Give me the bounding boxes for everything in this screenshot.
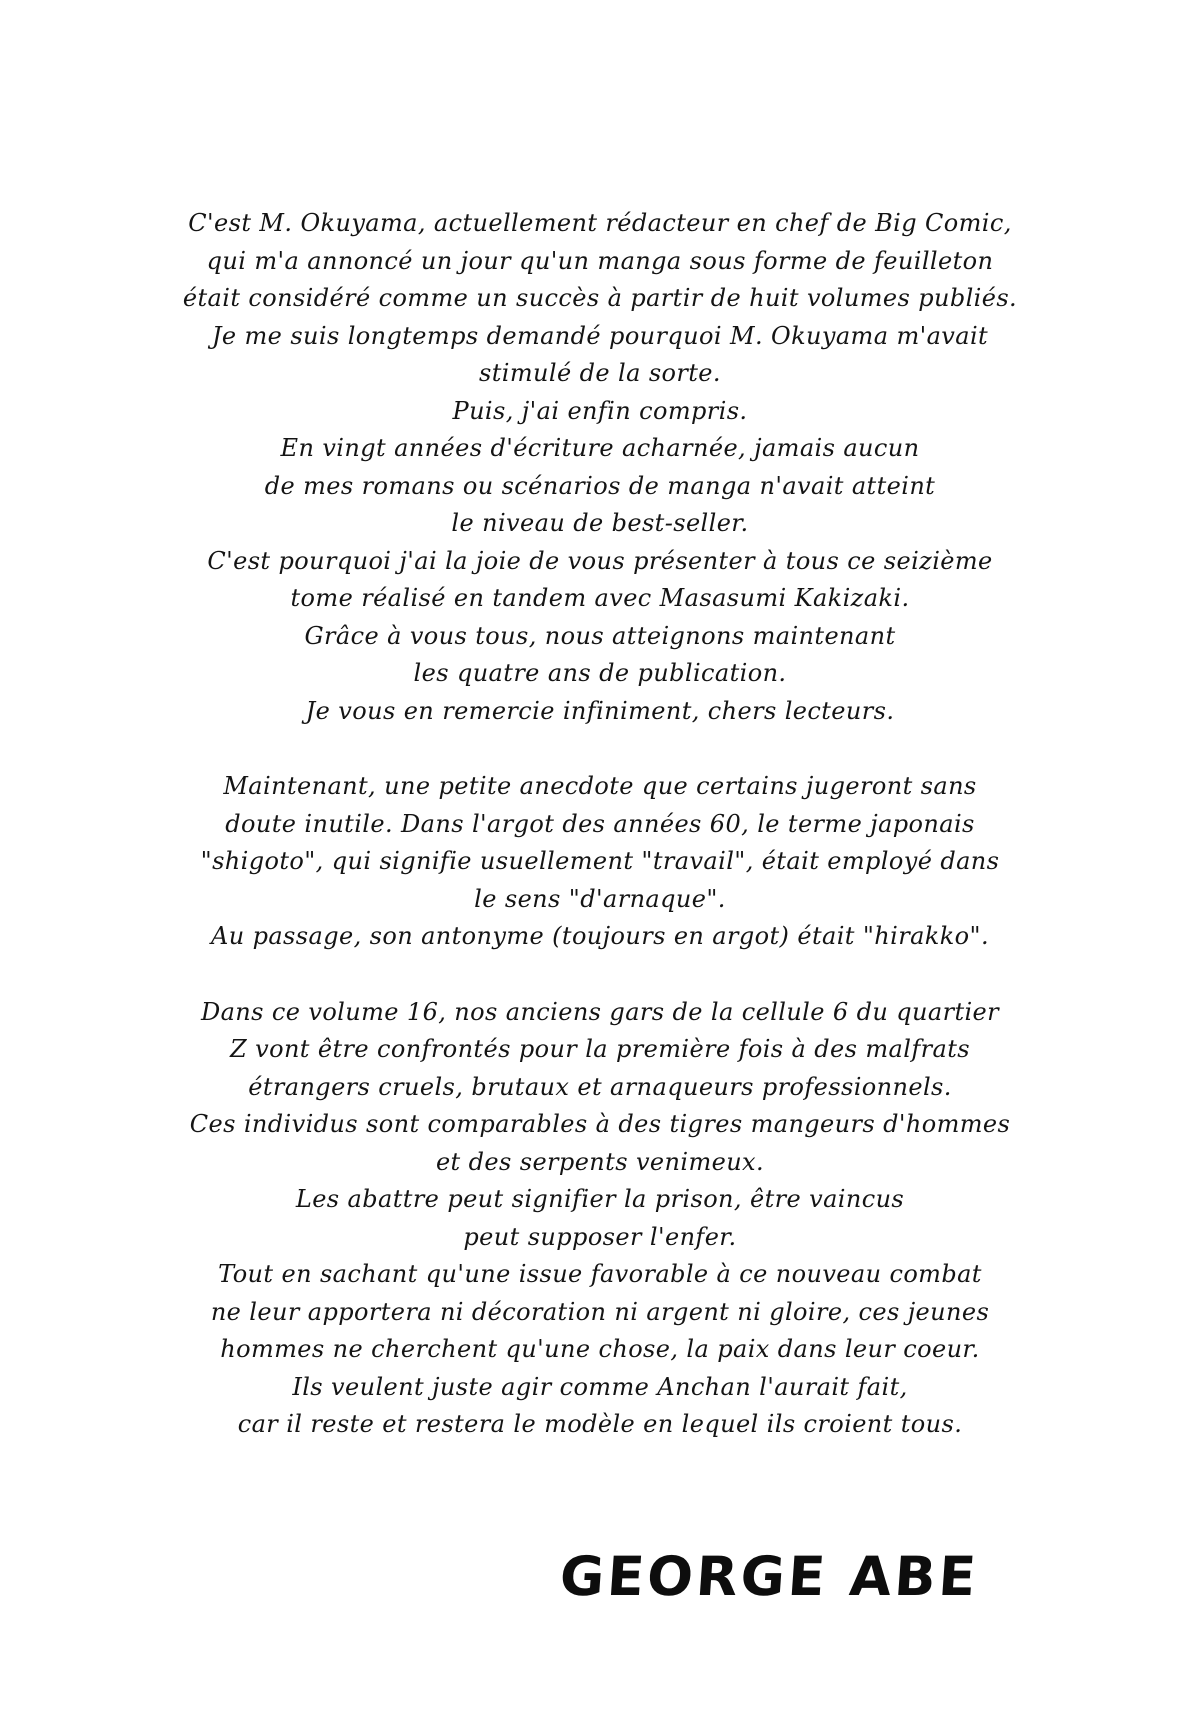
letter-line: ne leur apportera ni décoration ni argent ni gloire, ces jeunes — [210, 1297, 990, 1326]
letter-line: Z vont être confrontés pour la première fois à des malfrats — [230, 1035, 970, 1063]
letter-line: car il reste et restera le modèle en lequel ils croient tous. — [237, 1410, 963, 1438]
letter-line: Tout en sachant qu'une issue favorable à ce nouveau combat — [218, 1260, 982, 1288]
letter-line: les quatre ans de publication. — [413, 659, 787, 687]
letter-line: Puis, j'ai enfin compris. — [452, 396, 748, 425]
letter-line: Les abattre peut signifier la prison, être vaincus — [295, 1185, 905, 1213]
paragraph-3 — [160, 994, 1040, 1444]
letter-line: stimulé de la sorte. — [479, 359, 721, 387]
letter-line: En vingt années d'écriture acharnée, jamais aucun — [280, 434, 920, 462]
letter-line: étrangers cruels, brutaux et arnaqueurs professionnels. — [248, 1072, 952, 1101]
letter-line: Ces individus sont comparables à des tigres mangeurs d'hommes — [189, 1110, 1011, 1138]
letter-line: le sens "d'arnaque". — [474, 884, 726, 913]
letter-body — [160, 205, 1040, 1444]
letter-line: C'est M. Okuyama, actuellement rédacteur en chef de Big Comic, — [188, 209, 1012, 237]
author-signature: GEORGE ABE — [557, 1545, 981, 1608]
letter-line: C'est pourquoi j'ai la joie de vous présenter à tous ce seizième — [207, 546, 993, 575]
letter-line: était considéré comme un succès à partir de huit volumes publiés. — [182, 284, 1018, 312]
letter-line: Ils veulent juste agir comme Anchan l'aurait fait, — [292, 1372, 908, 1401]
letter-line: qui m'a annoncé un jour qu'un manga sous forme de feuilleton — [206, 246, 994, 275]
paragraph-1 — [160, 205, 1040, 730]
letter-line: Je me suis longtemps demandé pourquoi M. Okuyama m'avait — [211, 321, 989, 350]
letter-line: "shigoto", qui signifie usuellement "travail", était employé dans — [200, 847, 1000, 875]
paragraph-2 — [160, 768, 1040, 956]
letter-line: Je vous en remercie infiniment, chers lecteurs. — [305, 696, 895, 725]
letter-line: tome réalisé en tandem avec Masasumi Kakizaki. — [290, 584, 910, 612]
letter-line: hommes ne cherchent qu'une chose, la paix dans leur coeur. — [220, 1335, 980, 1363]
letter-line: Dans ce volume 16, nos anciens gars de la cellule 6 du quartier — [200, 997, 1000, 1026]
letter-line: Grâce à vous tous, nous atteignons maintenant — [304, 621, 896, 650]
letter-line: doute inutile. Dans l'argot des années 60, le terme japonais — [225, 809, 975, 838]
letter-line: de mes romans ou scénarios de manga n'avait atteint — [264, 471, 936, 500]
letter-line: et des serpents venimeux. — [435, 1147, 765, 1176]
letter-line: Au passage, son antonyme (toujours en argot) était "hirakko". — [210, 922, 990, 950]
letter-line: le niveau de best-seller. — [451, 509, 749, 537]
letter-line: Maintenant, une petite anecdote que certains jugeront sans — [223, 772, 977, 800]
letter-line: peut supposer l'enfer. — [463, 1222, 737, 1251]
